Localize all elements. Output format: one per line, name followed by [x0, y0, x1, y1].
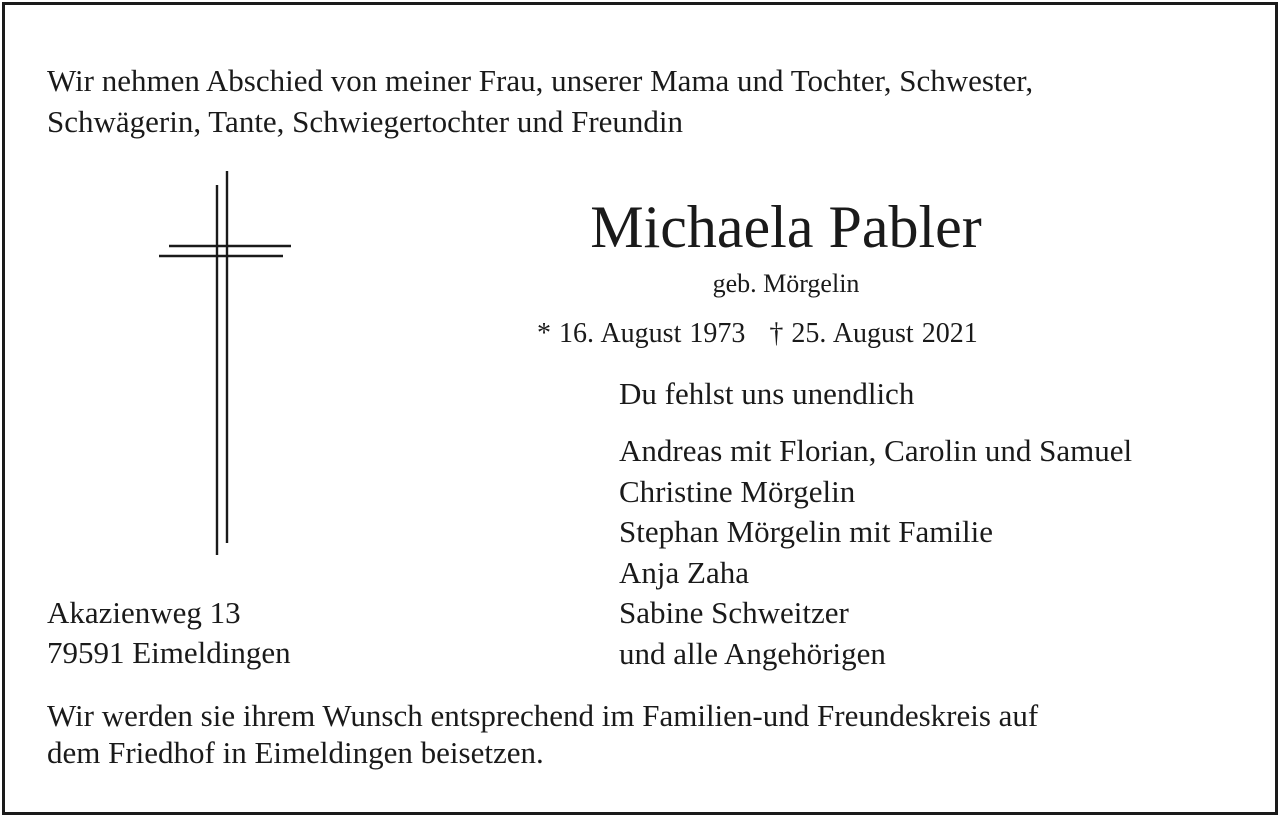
closing-line: dem Friedhof in Eimeldingen beisetzen. [47, 735, 544, 770]
address [47, 593, 291, 673]
mourner-line: und alle Angehörigen [619, 635, 886, 671]
address-street: Akazienweg 13 [47, 595, 241, 630]
address-city: 79591 Eimeldingen [47, 635, 291, 670]
mourner-line: Stephan Mörgelin mit Familie [619, 514, 993, 550]
deceased-name: Michaela Pabler [590, 194, 982, 260]
intro-line: Schwägerin, Tante, Schwiegertochter und Freundin [47, 104, 684, 139]
intro-text [47, 60, 1033, 142]
tagline: Du fehlst uns unendlich [619, 376, 915, 411]
intro-line: Wir nehmen Abschied von meiner Frau, unserer Mama und Tochter, Schwester, [47, 63, 1034, 98]
mourners-list [619, 431, 1132, 675]
closing-line: Wir werden sie ihrem Wunsch entsprechend im Familien-und Freundeskreis auf [47, 698, 1039, 733]
mourner-line: Anja Zaha [619, 554, 749, 590]
mourner-line: Andreas mit Florian, Carolin und Samuel [619, 433, 1133, 468]
death-date: † 25. August 2021 [769, 318, 978, 349]
mourner-line: Sabine Schweitzer [619, 595, 849, 631]
obituary-notice [2, 2, 1278, 815]
mourner-line: Christine Mörgelin [619, 473, 856, 509]
birth-name: geb. Mörgelin [712, 269, 860, 298]
birth-date: * 16. August 1973 [537, 318, 746, 349]
closing-text [47, 697, 1038, 771]
life-dates [537, 320, 978, 348]
